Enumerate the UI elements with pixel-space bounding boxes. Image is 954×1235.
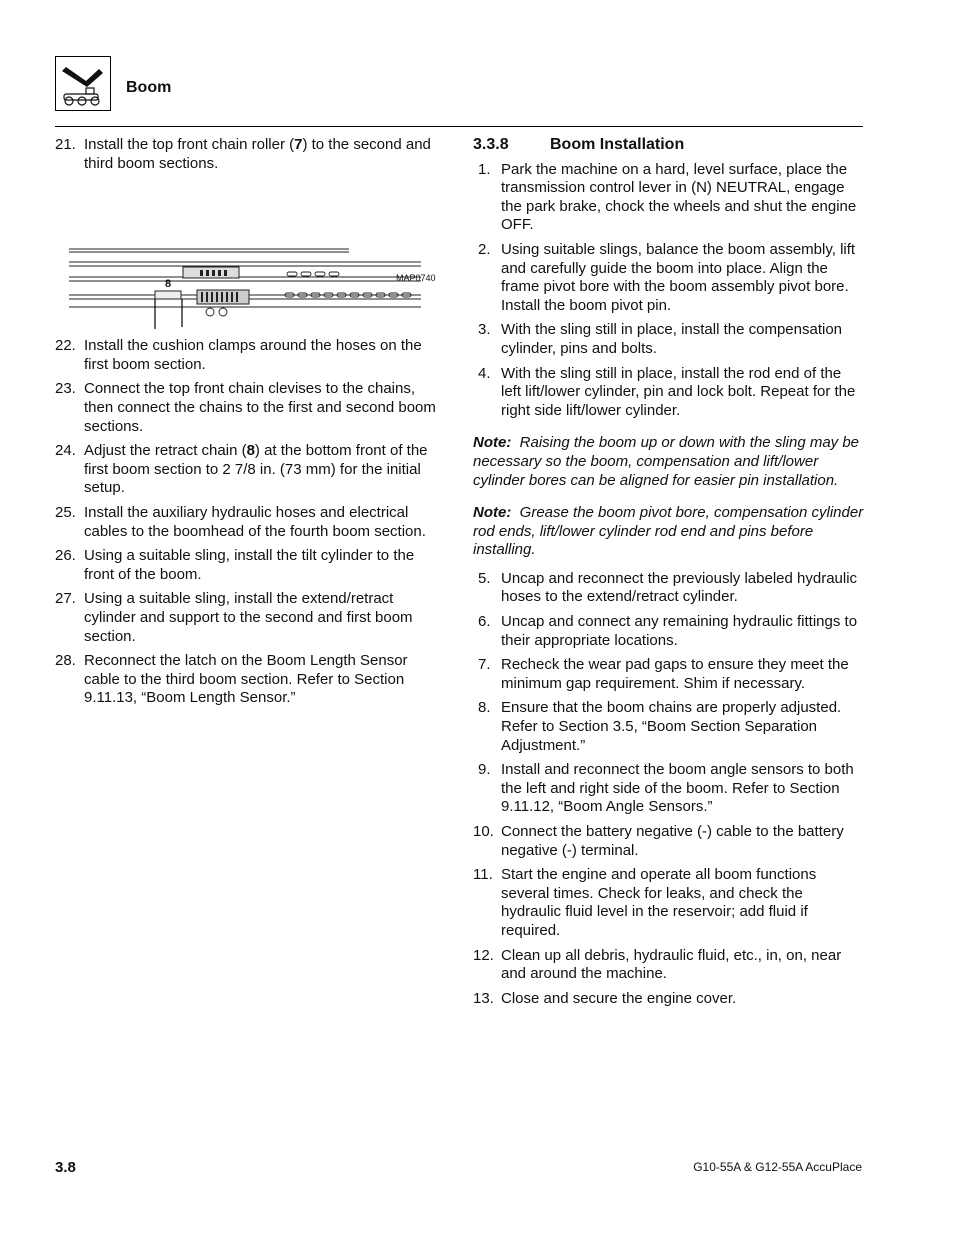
- step-item: [473, 761, 865, 817]
- note-block: [473, 434, 865, 490]
- step-number: 4.: [478, 364, 491, 382]
- step-number: 13.: [473, 989, 494, 1007]
- step-text: Clean up all debris, hydraulic fluid, etc., in, on, near and around the machine.: [501, 946, 842, 983]
- step-item: [473, 990, 865, 1009]
- step-text: Connect the top front chain clevises to the chains, then connect the chains to the first and second boom sections.: [84, 380, 436, 435]
- step-text: Uncap and connect any remaining hydraulic fittings to their appropriate locations.: [501, 613, 858, 649]
- section-title: Boom Installation: [550, 136, 685, 153]
- step-text: Ensure that the boom chains are properly adjusted. Refer to Section 3.5, “Boom Section Separation Adjustment.”: [501, 699, 842, 754]
- boom-chain-illustration: [55, 187, 445, 329]
- note-block: [473, 504, 865, 560]
- step-number: 7.: [478, 656, 491, 674]
- right-column: [473, 136, 865, 1014]
- note-text: Raising the boom up or down with the sling may be necessary so the boom, compensation and lift/lower cylinder bores can be aligned for easier pin installation.: [473, 434, 860, 489]
- step-item: [55, 504, 445, 541]
- step-item: [55, 136, 445, 173]
- step-text: Install and reconnect the boom angle sensors to both the left and right side of the boom. Refer to Section 9.11.12, “Boom Angle Sensors.”: [501, 761, 854, 816]
- step-item: [473, 947, 865, 984]
- step-number: 9.: [478, 761, 491, 779]
- step-number: 5.: [478, 569, 491, 587]
- step-text: With the sling still in place, install the rod end of the left lift/lower cylinder, pin and lock bolt. Repeat for the right side lift/lower cylinder.: [501, 364, 856, 419]
- step-item: [473, 321, 865, 358]
- step-item: [473, 823, 865, 860]
- note-label: Note:: [473, 504, 512, 522]
- step-item: [55, 442, 445, 498]
- header-divider: [55, 126, 863, 127]
- step-number: 25.: [55, 503, 76, 521]
- step-number: 21.: [55, 136, 76, 153]
- step-text: Park the machine on a hard, level surface, place the transmission control lever in (N) NEUTRAL, engage the park brake, chock the wheels and shut the engine OFF.: [501, 160, 857, 234]
- step-number: 1.: [478, 160, 491, 178]
- page-section-title: Boom: [126, 79, 172, 96]
- step-text: Using suitable slings, balance the boom assembly, lift and carefully guide the boom into place. Align the frame pivot bore with the boom assembly pivot bore. Install the boom pivot pin.: [501, 240, 856, 314]
- step-number: 2.: [478, 240, 491, 258]
- step-item: [55, 547, 445, 584]
- step-item: [473, 241, 865, 315]
- step-number: 22.: [55, 337, 76, 355]
- step-number: 8.: [478, 699, 491, 717]
- step-text: Connect the battery negative (-) cable to the battery negative (-) terminal.: [501, 823, 844, 859]
- step-item: [473, 699, 865, 755]
- step-number: 24.: [55, 442, 76, 460]
- step-text: Install the auxiliary hydraulic hoses and electrical cables to the boomhead of the fourth boom section.: [84, 503, 426, 540]
- step-text: Install the cushion clamps around the hoses on the first boom section.: [84, 337, 422, 373]
- step-number: 27.: [55, 590, 76, 608]
- step-text: Recheck the wear pad gaps to ensure they meet the minimum gap requirement. Shim if necessary.: [501, 656, 849, 692]
- step-item: [473, 570, 865, 607]
- step-item: [55, 590, 445, 646]
- step-number: 6.: [478, 613, 491, 631]
- section-number: 3.3.8: [473, 136, 509, 153]
- step-text: Using a suitable sling, install the tilt cylinder to the front of the boom.: [84, 547, 415, 583]
- step-text: Using a suitable sling, install the extend/retract cylinder and support to the second and first boom section.: [84, 590, 413, 645]
- step-text: Uncap and reconnect the previously labeled hydraulic hoses to the extend/retract cylinder.: [501, 569, 858, 606]
- step-number: 11.: [473, 866, 493, 884]
- step-item: [473, 866, 865, 940]
- step-text: Reconnect the latch on the Boom Length Sensor cable to the third boom section. Refer to Section 9.11.13, “Boom Length Sensor.”: [84, 652, 408, 707]
- figure-callout-label: 8: [165, 278, 172, 291]
- step-number: 28.: [55, 652, 76, 670]
- step-item: [55, 337, 445, 374]
- manual-title: G10-55A & G12-55A AccuPlace: [693, 1160, 862, 1174]
- step-item: [55, 652, 445, 708]
- step-text: Close and secure the engine cover.: [501, 989, 737, 1007]
- boom-section-icon: [55, 56, 111, 111]
- step-text: Install the top front chain roller (7) to the second and third boom sections.: [84, 136, 431, 172]
- step-item: [473, 613, 865, 650]
- step-text: Adjust the retract chain (8) at the bottom front of the first boom section to 2 7/8 in. (73 mm) for the initial setup.: [84, 442, 428, 497]
- callout-reference: 8: [246, 442, 255, 460]
- left-column: [55, 136, 445, 714]
- step-item: [473, 365, 865, 421]
- step-number: 3.: [478, 321, 491, 339]
- callout-reference: 7: [294, 136, 303, 153]
- step-item: [55, 380, 445, 436]
- note-text: Grease the boom pivot bore, compensation cylinder rod ends, lift/lower cylinder rod end and pins before installing.: [473, 504, 864, 559]
- step-item: [473, 656, 865, 693]
- step-number: 10.: [473, 823, 494, 840]
- page-number: 3.8: [55, 1159, 76, 1176]
- step-text: With the sling still in place, install the compensation cylinder, pins and bolts.: [501, 321, 843, 357]
- step-item: [473, 161, 865, 235]
- step-number: 12.: [473, 946, 494, 964]
- section-heading: [473, 136, 865, 155]
- step-number: 26.: [55, 547, 76, 565]
- step-text: Start the engine and operate all boom functions several times. Check for leaks, and check the hydraulic fluid level in the reservoir; add fluid if required.: [501, 866, 817, 939]
- figure-id: MAP0740: [396, 273, 436, 284]
- boom-chain-figure: [55, 187, 445, 329]
- step-number: 23.: [55, 380, 76, 398]
- note-label: Note:: [473, 434, 512, 452]
